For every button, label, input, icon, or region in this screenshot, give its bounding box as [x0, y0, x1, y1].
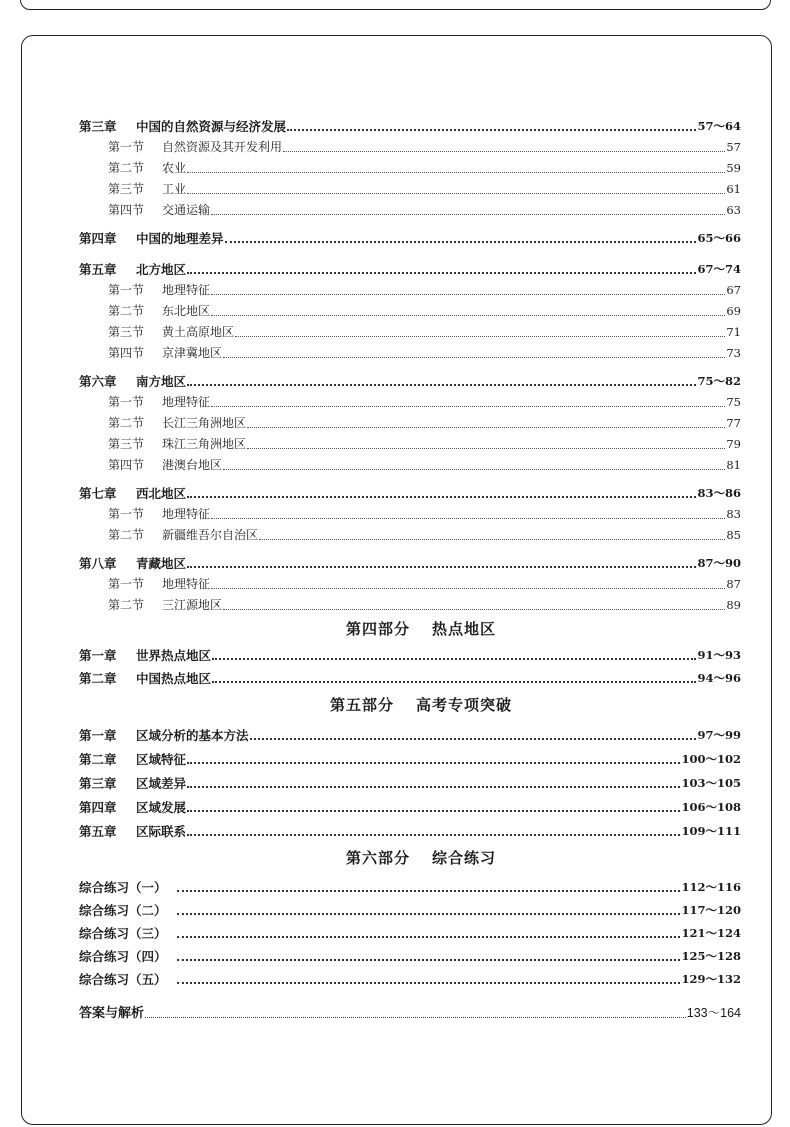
dot-leader — [287, 129, 696, 131]
section-number: 第三节 — [108, 437, 145, 451]
toc-section[interactable] — [79, 523, 741, 544]
dot-leader — [187, 496, 696, 498]
page-range: 121～124 — [681, 926, 741, 940]
page-number: 77 — [726, 416, 741, 430]
toc-section[interactable] — [79, 593, 741, 614]
toc-section[interactable] — [79, 572, 741, 593]
page-range: 91～93 — [697, 648, 741, 662]
toc-section[interactable] — [79, 299, 741, 320]
dot-leader — [211, 294, 725, 295]
exercise-title: 综合练习（四） — [79, 949, 167, 964]
toc-section[interactable] — [79, 453, 741, 474]
part-heading — [79, 690, 741, 720]
page-range: 133～164 — [686, 1006, 741, 1020]
page-range: 129～132 — [681, 972, 741, 986]
page-range: 117～120 — [681, 903, 741, 917]
page-range: 67～74 — [697, 262, 741, 276]
dot-leader — [187, 172, 725, 173]
section-title: 港澳台地区 — [162, 458, 223, 472]
chapter-title: 中国的自然资源与经济发展 — [136, 119, 287, 134]
section-number: 第二节 — [108, 528, 145, 542]
dot-leader — [187, 786, 680, 788]
dot-leader — [212, 658, 696, 660]
page-range: 109～111 — [681, 824, 741, 838]
section-title: 自然资源及其开发利用 — [162, 140, 283, 154]
page-range: 75～82 — [697, 374, 741, 388]
section-title: 新疆维吾尔自治区 — [162, 528, 259, 542]
dot-leader — [187, 272, 696, 274]
dot-leader — [145, 1017, 686, 1018]
toc-section[interactable] — [79, 135, 741, 156]
dot-leader — [250, 738, 697, 740]
chapter-title: 世界热点地区 — [136, 648, 212, 663]
section-title: 黄土高原地区 — [162, 325, 235, 339]
dot-leader — [187, 193, 725, 194]
toc-section[interactable] — [79, 502, 741, 523]
toc-chapter[interactable] — [79, 644, 741, 664]
chapter-title: 中国热点地区 — [136, 671, 212, 686]
chapter-title: 区域差异 — [136, 776, 187, 791]
section-number: 第二节 — [108, 304, 145, 318]
dot-leader — [212, 681, 696, 683]
dot-leader — [187, 762, 680, 764]
page-number: 89 — [726, 598, 741, 612]
dot-leader — [187, 834, 680, 836]
dot-leader — [187, 810, 680, 812]
page-number: 61 — [726, 182, 741, 196]
chapter-number: 第一章 — [79, 648, 117, 663]
section-title: 交通运输 — [162, 203, 211, 217]
page-range: 106～108 — [681, 800, 741, 814]
chapter-title: 区际联系 — [136, 824, 187, 839]
dot-leader — [211, 315, 725, 316]
dot-leader — [211, 518, 725, 519]
answers-title: 答案与解析 — [79, 1006, 145, 1021]
section-number: 第二节 — [108, 598, 145, 612]
chapter-title: 区域发展 — [136, 800, 187, 815]
page-number: 59 — [726, 161, 741, 175]
previous-page-frame — [20, 0, 771, 10]
dot-leader — [247, 427, 725, 428]
chapter-number: 第一章 — [79, 728, 117, 743]
toc-chapter[interactable] — [79, 115, 741, 135]
toc-exercise[interactable] — [79, 919, 741, 942]
section-number: 第二节 — [108, 416, 145, 430]
toc-section[interactable] — [79, 411, 741, 432]
exercise-title: 综合练习（三） — [79, 926, 167, 941]
section-title: 农业 — [162, 161, 187, 175]
toc-section[interactable] — [79, 156, 741, 177]
part-label: 第四部分 — [345, 620, 410, 638]
chapter-number: 第五章 — [79, 262, 117, 277]
dot-leader — [223, 469, 725, 470]
chapter-number: 第六章 — [79, 374, 117, 389]
section-title: 地理特征 — [162, 395, 211, 409]
chapter-number: 第八章 — [79, 556, 117, 571]
dot-leader — [187, 384, 696, 386]
dot-leader — [211, 406, 725, 407]
page-number: 79 — [726, 437, 741, 451]
section-number: 第三节 — [108, 325, 145, 339]
page-range: 87～90 — [697, 556, 741, 570]
toc-section[interactable] — [79, 278, 741, 299]
toc-chapter[interactable] — [79, 227, 741, 247]
dot-leader — [223, 609, 725, 610]
page-range: 100～102 — [681, 752, 741, 766]
chapter-number: 第七章 — [79, 486, 117, 501]
toc-chapter[interactable] — [79, 552, 741, 572]
page-number: 71 — [726, 325, 741, 339]
toc-section[interactable] — [79, 177, 741, 198]
chapter-number: 第二章 — [79, 752, 117, 767]
toc-chapter[interactable] — [79, 370, 741, 390]
dot-leader — [211, 588, 725, 589]
part-title: 高考专项突破 — [416, 696, 513, 714]
toc-answers[interactable] — [79, 1002, 741, 1022]
toc-chapter[interactable] — [79, 667, 741, 687]
part-heading — [79, 614, 741, 644]
page-range: 103～105 — [681, 776, 741, 790]
part-heading — [79, 843, 741, 873]
toc-section[interactable] — [79, 432, 741, 453]
toc-chapter[interactable] — [79, 744, 741, 768]
chapter-title: 西北地区 — [136, 486, 187, 501]
page-number: 69 — [726, 304, 741, 318]
toc-exercise[interactable] — [79, 896, 741, 919]
section-number: 第一节 — [108, 283, 145, 297]
section-number: 第四节 — [108, 346, 145, 360]
table-of-contents — [79, 115, 741, 1022]
toc-section[interactable] — [79, 320, 741, 341]
dot-leader — [177, 913, 680, 915]
page-number: 67 — [726, 283, 741, 297]
chapter-title: 区域特征 — [136, 752, 187, 767]
toc-exercise[interactable] — [79, 942, 741, 965]
page-number: 83 — [726, 507, 741, 521]
toc-exercise[interactable] — [79, 965, 741, 988]
part-title: 综合练习 — [432, 849, 497, 867]
page-number: 81 — [726, 458, 741, 472]
section-number: 第四节 — [108, 203, 145, 217]
chapter-title: 南方地区 — [136, 374, 187, 389]
toc-chapter[interactable] — [79, 258, 741, 278]
section-title: 地理特征 — [162, 283, 211, 297]
page-range: 97～99 — [697, 728, 741, 742]
chapter-title: 北方地区 — [136, 262, 187, 277]
section-title: 长江三角洲地区 — [162, 416, 247, 430]
dot-leader — [223, 357, 725, 358]
toc-section[interactable] — [79, 341, 741, 362]
page-range: 125～128 — [681, 949, 741, 963]
toc-chapter[interactable] — [79, 792, 741, 816]
page-range: 83～86 — [697, 486, 741, 500]
section-number: 第一节 — [108, 395, 145, 409]
toc-chapter[interactable] — [79, 816, 741, 840]
toc-section[interactable] — [79, 198, 741, 219]
section-title: 地理特征 — [162, 577, 211, 591]
section-title: 珠江三角洲地区 — [162, 437, 247, 451]
section-title: 工业 — [162, 182, 187, 196]
dot-leader — [177, 936, 680, 938]
page-range: 94～96 — [697, 671, 741, 685]
part-label: 第五部分 — [329, 696, 394, 714]
exercise-title: 综合练习（二） — [79, 903, 167, 918]
chapter-number: 第二章 — [79, 671, 117, 686]
page-number: 63 — [726, 203, 741, 217]
page-number: 85 — [726, 528, 741, 542]
toc-chapter[interactable] — [79, 482, 741, 502]
page-number: 87 — [726, 577, 741, 591]
section-title: 地理特征 — [162, 507, 211, 521]
section-number: 第一节 — [108, 577, 145, 591]
chapter-title: 青藏地区 — [136, 556, 187, 571]
dot-leader — [177, 982, 680, 984]
toc-chapter[interactable] — [79, 768, 741, 792]
dot-leader — [177, 959, 680, 961]
toc-chapter[interactable] — [79, 720, 741, 744]
dot-leader — [235, 336, 725, 337]
chapter-number: 第三章 — [79, 119, 117, 134]
toc-exercise[interactable] — [79, 873, 741, 896]
dot-leader — [247, 448, 725, 449]
part-label: 第六部分 — [345, 849, 410, 867]
dot-leader — [225, 241, 697, 243]
exercise-title: 综合练习（五） — [79, 972, 167, 987]
section-title: 三江源地区 — [162, 598, 223, 612]
section-number: 第一节 — [108, 507, 145, 521]
dot-leader — [283, 151, 725, 152]
chapter-number: 第四章 — [79, 800, 117, 815]
page-number: 75 — [726, 395, 741, 409]
page-range: 65～66 — [697, 231, 741, 245]
chapter-number: 第三章 — [79, 776, 117, 791]
chapter-number: 第五章 — [79, 824, 117, 839]
dot-leader — [211, 214, 725, 215]
section-number: 第三节 — [108, 182, 145, 196]
section-number: 第一节 — [108, 140, 145, 154]
section-title: 京津冀地区 — [162, 346, 223, 360]
page-range: 57～64 — [697, 119, 741, 133]
page-range: 112～116 — [681, 880, 741, 894]
page-number: 57 — [726, 140, 741, 154]
section-title: 东北地区 — [162, 304, 211, 318]
toc-section[interactable] — [79, 390, 741, 411]
dot-leader — [177, 890, 680, 892]
part-title: 热点地区 — [432, 620, 497, 638]
section-number: 第二节 — [108, 161, 145, 175]
exercise-title: 综合练习（一） — [79, 880, 167, 895]
chapter-title: 中国的地理差异 — [136, 231, 224, 246]
dot-leader — [187, 566, 696, 568]
chapter-title: 区域分析的基本方法 — [136, 728, 249, 743]
page-number: 73 — [726, 346, 741, 360]
section-number: 第四节 — [108, 458, 145, 472]
dot-leader — [259, 539, 725, 540]
chapter-number: 第四章 — [79, 231, 117, 246]
